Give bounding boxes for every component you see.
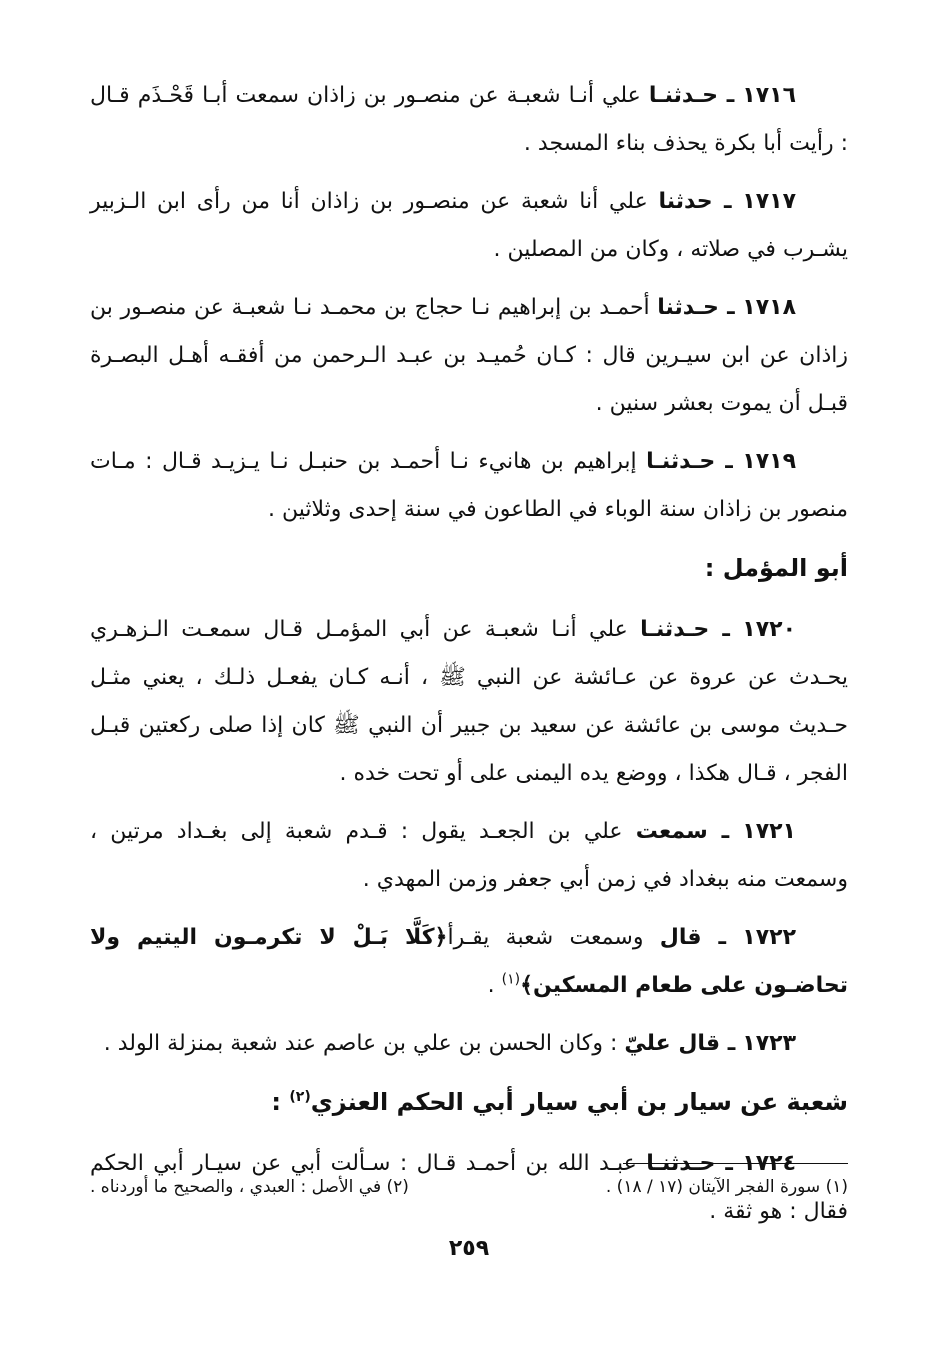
entry-text: علي أنـا شعبـة عن منصـور بن زاذان سمعت أبـا قَحْـذَم قـال : رأيت أبا بكرة يحذف بناء المسجد .: [90, 83, 848, 156]
hadith-1724: ١٧٢٤ ـ حـدثنـا عبـد الله بن أحمـد قـال : سـألت أبي عن سيـار أبي الحكم فقال : هو ثقة .: [90, 1151, 848, 1224]
entry-lead: حـدثنـا: [648, 83, 718, 108]
page-number: ٢٥٩: [448, 1236, 490, 1261]
entry-lead: قال عليّ: [624, 1031, 721, 1056]
hadith-1720: ١٧٢٠ ـ حـدثنـا علي أنـا شعبـة عن أبي المؤمـل قـال سمعـت الـزهـري يحـدث عن عروة عن عـائشة عن النبي ﷺ ، أنـه كـان يفعـل ذلـك ، يعني مثـل حـديث موسى بن عائشة عن سعيد بن جبير أن النبي ﷺ كان إذا صلى ركعتين قبـل الفجر ، قـال هكذا ، ووضع يده اليمنى على أو تحت خده .: [90, 617, 848, 786]
hadith-1716: ١٧١٦ ـ حـدثنـا علي أنـا شعبـة عن منصـور بن زاذان سمعت أبـا قَحْـذَم قـال : رأيت أبا بكرة يحذف بناء المسجد .: [90, 83, 848, 156]
entry-text: أحمـد بن إبراهيم نـا حجاج بن محمـد نـا شعبـة عن منصـور بن زاذان عن ابن سيـرين قال : كـان حُميـد بن عبـد الـرحمن من أفقـه أهـل البصـرة قبـل أن يموت بعشر سنين .: [90, 295, 848, 416]
entry-lead: حدثنا: [658, 189, 713, 214]
entry-text: إبراهيم بن هانيء نـا أحمـد بن حنبـل نـا يـزيـد قـال : مـات منصور بن زاذان سنة الوباء في الطاعون في سنة إحدى وثلاثين .: [90, 449, 848, 522]
entry-number: ١٧١٧: [742, 189, 796, 214]
footnote-ref-2: (٢): [289, 1089, 311, 1105]
entry-number: ١٧٢٣: [742, 1031, 796, 1056]
footnotes: [90, 1172, 848, 1202]
entry-number: ١٧٢٠: [742, 617, 796, 642]
entry-lead: حـدثنا: [657, 295, 719, 320]
entry-number: ١٧١٦: [742, 83, 797, 108]
hadith-1722: ١٧٢٢ ـ قال وسمعت شعبة يقـرأ﴿كَلَّا بَـلْ لا تكرمـون اليتيم ولا تحاضـون على طعام المسكين﴾$^{(١)}$ .: [90, 925, 848, 998]
hadith-1717: ١٧١٧ ـ حدثنا علي أنا شعبة عن منصـور بن زاذان أنا من رأى ابن الـزبير يشـرب في صلاته ، وكان من المصلين .: [90, 189, 848, 262]
entry-number: ١٧١٩: [742, 449, 796, 474]
hadith-1723: ١٧٢٣ ـ قال عليّ : وكان الحسن بن علي بن عاصم عند شعبة بمنزلة الولد .: [103, 1031, 796, 1056]
entry-number: ١٧٢٤: [742, 1151, 796, 1176]
heading-tail: :: [271, 1088, 290, 1116]
quran-quote: ﴿كَلَّا بَـلْ لا تكرمـون اليتيم ولا تحاضـون على طعام المسكين﴾: [90, 925, 848, 998]
entry-lead: سمعت: [635, 819, 708, 844]
hadith-1721: ١٧٢١ ـ سمعت علي بن الجعـد يقول : قـدم شعبة إلى بغـداد مرتين ، وسمعت منه ببغداد في زمن أبي جعفر وزمن المهدي .: [90, 819, 848, 892]
entry-text: علي أنا شعبة عن منصـور بن زاذان أنا من رأى ابن الـزبير يشـرب في صلاته ، وكان من المصلين .: [90, 189, 848, 262]
entry-lead: حـدثنـا: [646, 449, 716, 474]
entry-number: ١٧٢٢: [742, 925, 797, 950]
entry-text: علي بن الجعـد يقول : قـدم شعبة إلى بغـداد مرتين ، وسمعت منه ببغداد في زمن أبي جعفر وزمن المهدي .: [90, 819, 848, 892]
hadith-1719: ١٧١٩ ـ حـدثنـا إبراهيم بن هانيء نـا أحمـد بن حنبـل نـا يـزيـد قـال : مـات منصور بن زاذان سنة الوباء في الطاعون في سنة إحدى وثلاثين .: [90, 449, 848, 522]
section-heading-sayyar: [90, 1078, 848, 1126]
footnote-1: (١) سورة الفجر الآيتان (١٧ / ١٨) .: [605, 1177, 848, 1197]
entry-lead: حـدثنـا: [646, 1151, 716, 1176]
entry-lead: قال: [659, 925, 702, 950]
footnote-ref-1: (١): [501, 971, 521, 988]
section-heading-abu-al-muammal: أبو المؤمل :: [704, 554, 848, 582]
entry-number: ١٧٢١: [742, 819, 796, 844]
hadith-1718: ١٧١٨ ـ حـدثنا أحمـد بن إبراهيم نـا حجاج بن محمـد نـا شعبـة عن منصـور بن زاذان عن ابن سيـرين قال : كـان حُميـد بن عبـد الـرحمن من أفقـه أهـل البصـرة قبـل أن يموت بعشر سنين .: [90, 295, 848, 416]
entry-text: وسمعت شعبة يقـرأ: [447, 925, 644, 950]
footnote-2: (٢) في الأصل : العبدي ، والصحيح ما أوردناه .: [90, 1177, 409, 1197]
page-body: [90, 72, 848, 1246]
entry-number: ١٧١٨: [742, 295, 797, 320]
entry-text: : وكان الحسن بن علي بن عاصم عند شعبة بمنزلة الولد .: [103, 1031, 618, 1056]
entry-text: عبـد الله بن أحمـد قـال : سـألت أبي عن سيـار أبي الحكم فقال : هو ثقة .: [90, 1151, 848, 1224]
footnote-divider: [623, 1163, 848, 1164]
entry-lead: حـدثنـا: [640, 617, 710, 642]
entry-text: علي أنـا شعبـة عن أبي المؤمـل قـال سمعـت الـزهـري يحـدث عن عروة عن عـائشة عن النبي ﷺ ، أنـه كـان يفعـل ذلـك ، يعني مثـل حـديث موسى بن عائشة عن سعيد بن جبير أن النبي ﷺ كان إذا صلى ركعتين قبـل الفجر ، قـال هكذا ، ووضع يده اليمنى على أو تحت خده .: [90, 617, 848, 786]
entry-tail: .: [487, 973, 502, 998]
heading-text: شعبة عن سيار بن أبي سيار أبي الحكم العنزي: [310, 1088, 848, 1116]
